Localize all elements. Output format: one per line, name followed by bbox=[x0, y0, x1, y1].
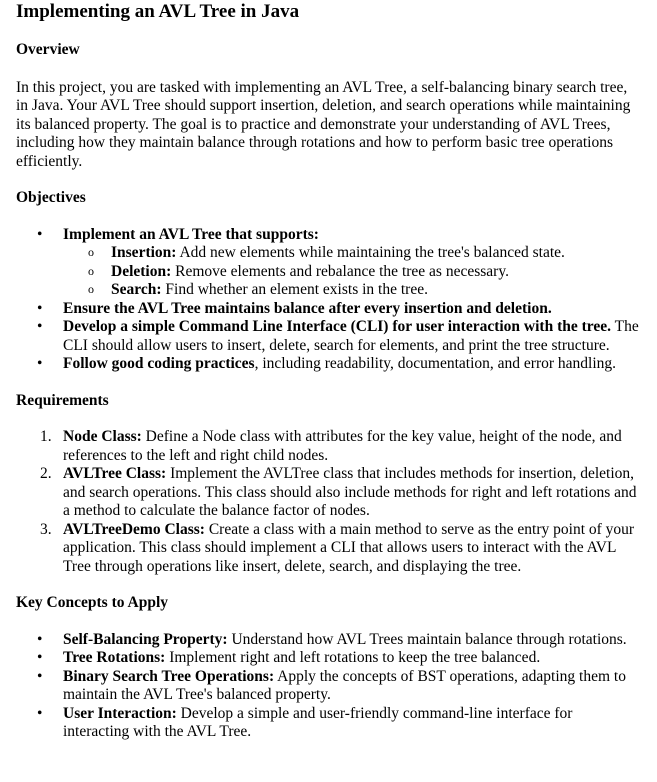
requirements-list bbox=[16, 428, 641, 576]
overview-heading: Overview bbox=[16, 41, 80, 58]
requirement-item bbox=[16, 521, 641, 577]
objective-text: , including readability, documentation, and error handling. bbox=[254, 355, 617, 372]
objective-item bbox=[16, 226, 641, 300]
key-concept-text: Develop a simple and user-friendly command-line interface for interacting with the AVL Tree. bbox=[63, 704, 573, 740]
requirement-text: Define a Node class with attributes for the key value, height of the node, and references to the left and right child nodes. bbox=[63, 428, 622, 464]
objective-bold: Develop a simple Command Line Interface (CLI) for user interaction with the tree. bbox=[63, 318, 612, 335]
objective-subitem bbox=[63, 281, 641, 300]
requirement-item bbox=[16, 465, 641, 521]
objective-subitem bbox=[63, 263, 641, 282]
page-title: Implementing an AVL Tree in Java bbox=[16, 1, 300, 22]
key-concept-bold: User Interaction: bbox=[63, 704, 177, 722]
subitem-text: Remove elements and rebalance the tree as necessary. bbox=[171, 262, 509, 280]
key-concept-bold: Binary Search Tree Operations: bbox=[63, 667, 275, 685]
objective-sublist bbox=[63, 244, 641, 300]
requirement-bold: AVLTree Class: bbox=[63, 465, 167, 482]
objective-item bbox=[16, 300, 641, 319]
subitem-bold: Search: bbox=[111, 281, 162, 298]
requirement-text: Implement the AVLTree class that includes methods for insertion, deletion, and search operations. This class should also include methods for right and left rotations and a method to calculate the balance factor of nodes. bbox=[63, 465, 637, 519]
objectives-list bbox=[16, 226, 641, 374]
objective-subitem bbox=[63, 244, 641, 263]
requirement-bold: Node Class: bbox=[63, 428, 142, 445]
key-concept-text: Understand how AVL Trees maintain balance through rotations. bbox=[227, 630, 627, 648]
requirement-number: 3. bbox=[40, 520, 52, 538]
requirements-heading: Requirements bbox=[16, 391, 109, 409]
requirement-item bbox=[16, 428, 641, 465]
subitem-text: Add new elements while maintaining the tree's balanced state. bbox=[176, 244, 565, 261]
objective-text: The CLI should allow users to insert, delete, search for elements, and print the tree structure. bbox=[63, 318, 639, 354]
objective-bold: Ensure the AVL Tree maintains balance after every insertion and deletion. bbox=[63, 299, 552, 317]
key-concept-text: Apply the concepts of BST operations, adapting them to maintain the AVL Tree's balanced property. bbox=[63, 667, 626, 703]
requirement-number: 2. bbox=[40, 465, 52, 482]
subitem-bold: Insertion: bbox=[111, 244, 177, 261]
key-concepts-list bbox=[16, 631, 641, 742]
key-concept-bold: Self-Balancing Property: bbox=[63, 630, 228, 648]
key-concept-item bbox=[16, 668, 641, 705]
subitem-text: Find whether an element exists in the tree. bbox=[161, 281, 428, 298]
objective-item bbox=[16, 318, 641, 355]
requirement-bold: AVLTreeDemo Class: bbox=[63, 520, 205, 538]
key-concept-item bbox=[16, 649, 641, 668]
key-concept-item bbox=[16, 631, 641, 650]
objective-bold: Implement an AVL Tree that supports: bbox=[63, 225, 319, 243]
objective-item bbox=[16, 355, 641, 374]
requirement-text: Create a class with a main method to serve as the entry point of your application. This class should implement a CLI that allows users to interact with the AVL Tree through operations like insert, delete, search, and displaying the tree. bbox=[63, 520, 635, 575]
objectives-heading: Objectives bbox=[16, 189, 86, 206]
subitem-bold: Deletion: bbox=[111, 262, 172, 280]
key-concept-item bbox=[16, 705, 641, 742]
overview-paragraph: In this project, you are tasked with implementing an AVL Tree, a self-balancing binary search tree, in Java. Your AVL Tree should support insertion, deletion, and search operations while maintaining its balanced property. The goal is to practice and demonstrate your understanding of AVL Trees, including how they maintain balance through rotations and how to perform basic tree operations efficiently. bbox=[16, 78, 631, 170]
requirement-number: 1. bbox=[40, 428, 52, 445]
key-concepts-heading: Key Concepts to Apply bbox=[16, 594, 168, 611]
objective-bold: Follow good coding practices bbox=[63, 355, 255, 372]
key-concept-text: Implement right and left rotations to keep the tree balanced. bbox=[165, 649, 541, 666]
key-concept-bold: Tree Rotations: bbox=[63, 649, 166, 666]
